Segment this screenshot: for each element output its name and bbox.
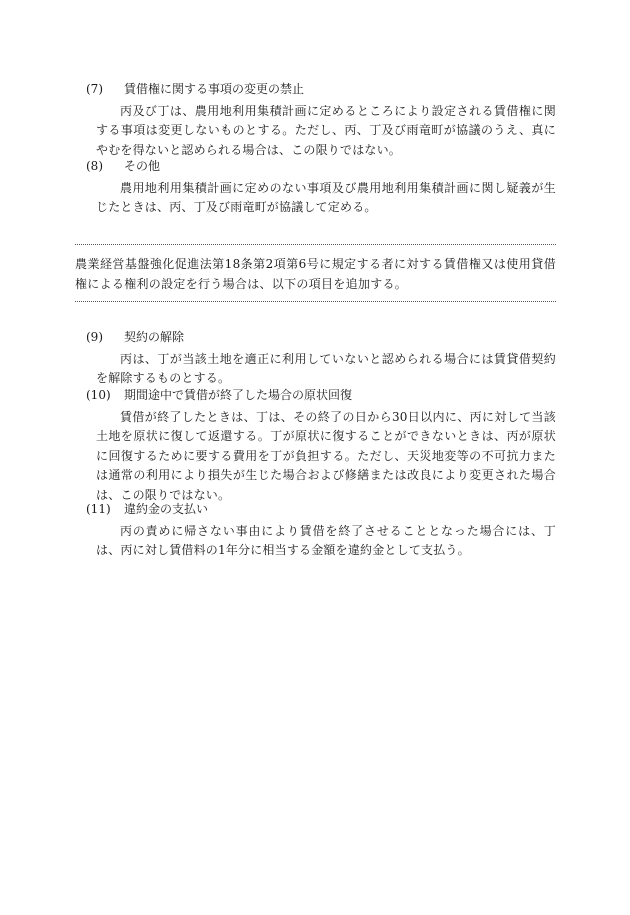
section-number: (7) [86, 82, 103, 96]
section-heading [86, 328, 556, 348]
section-heading [86, 80, 556, 100]
section-body: 賃借が終了したときは、丁は、その終了の日から30日以内に、丙に対して当該土地を原状に復して返還する。丁が原状に復することができないときは、丙が原状に回復するために要する費用を丁が負担する。ただし、天災地変等の不可抗力または通常の利用により損失が生じた場合および修繕または改良により変更された場合は、この限りではない。 [96, 409, 556, 502]
section-heading [86, 157, 556, 177]
section-title: その他 [124, 159, 161, 173]
section-7 [86, 80, 556, 160]
section-body: 丙の責めに帰さない事由により賃借を終了させることとなった場合には、丁は、丙に対し賃借料の1年分に相当する金額を違約金として支払う。 [96, 523, 556, 557]
section-8 [86, 157, 556, 218]
dotted-divider-top [75, 244, 556, 245]
section-9 [86, 328, 556, 389]
section-11 [86, 500, 556, 561]
supplementary-note: 農業経営基盤強化促進法第18条第2項第6号に規定する者に対する賃借権又は使用貸借権による権利の設定を行う場合は、以下の項目を追加する。 [75, 257, 556, 291]
section-number: (11) [86, 502, 111, 516]
section-number: (8) [86, 159, 103, 173]
section-title: 契約の解除 [124, 330, 185, 344]
section-10 [86, 386, 556, 505]
section-body: 丙は、丁が当該土地を適正に利用していないと認められる場合には賃貸借契約を解除するものとする。 [96, 351, 556, 385]
section-number: (10) [86, 388, 111, 402]
section-title: 違約金の支払い [124, 502, 209, 516]
section-body: 丙及び丁は、農用地利用集積計画に定めるところにより設定される賃借権に関する事項は変更しないものとする。ただし、丙、丁及び雨竜町が協議のうえ、真にやむを得ないと認められる場合は、この限りではない。 [96, 103, 556, 157]
section-heading [86, 500, 556, 520]
section-title: 期間途中で賃借が終了した場合の原状回復 [124, 388, 353, 402]
section-body: 農用地利用集積計画に定めのない事項及び農用地利用集積計画に関し疑義が生じたときは、丙、丁及び雨竜町が協議して定める。 [96, 180, 556, 214]
section-number: (9) [86, 330, 103, 344]
section-heading [86, 386, 556, 406]
section-title: 賃借権に関する事項の変更の禁止 [124, 82, 305, 96]
dotted-divider-bottom [75, 301, 556, 302]
